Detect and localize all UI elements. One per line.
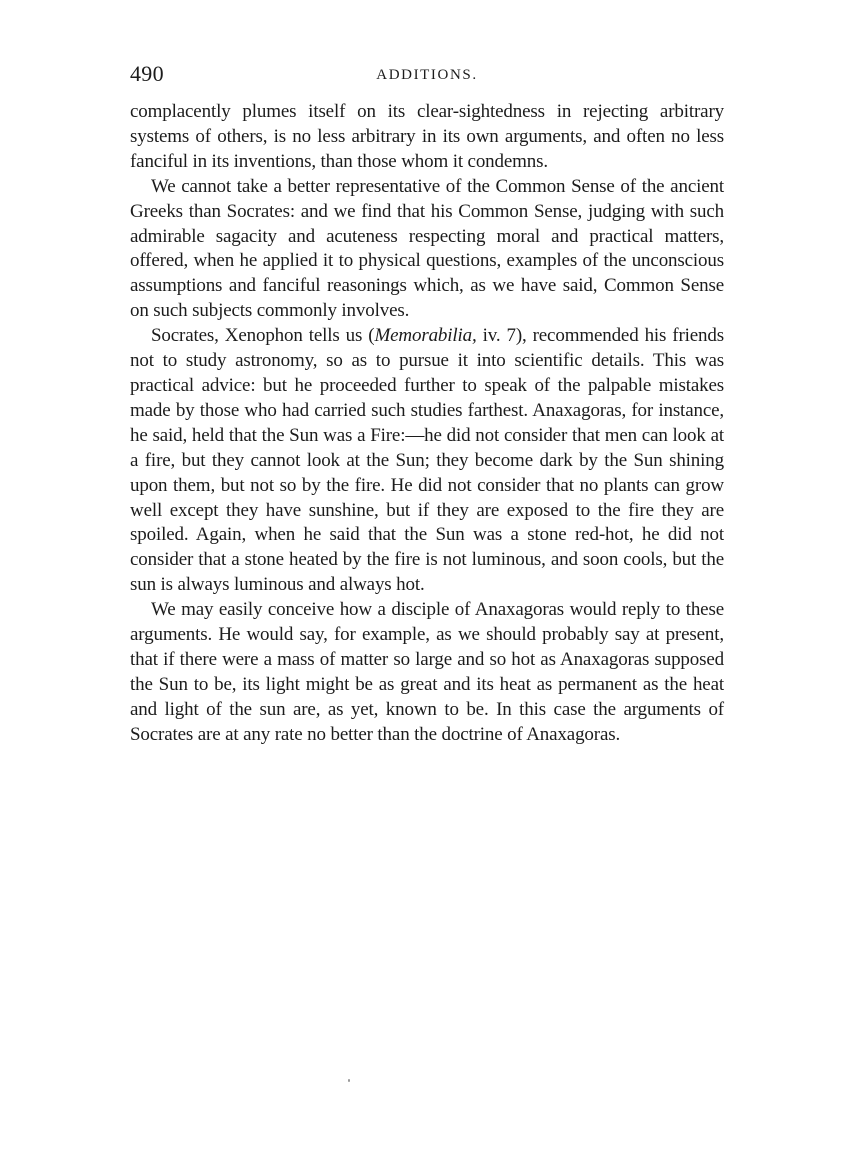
page-number: 490 <box>130 61 164 86</box>
paragraph-continuation: complacently plumes itself on its clear-sightedness in rejecting arbitrary systems of others, is no less arbitrary in its own arguments, and often no less fanciful in its inventions, than those whom it condemns. <box>130 101 724 172</box>
running-title: ADDITIONS. <box>376 67 478 83</box>
body-text <box>130 100 724 748</box>
paragraph-socrates-xenophon <box>130 324 724 598</box>
paragraph-anaxagoras-reply: We may easily conceive how a disciple of Anaxagoras would reply to these arguments. He would say, for example, as we should probably say at present, that if there were a mass of matter so large and so hot as Anaxagoras supposed the Sun to be, its light might be as great and its heat as permanent as the heat and light of the sun are, as yet, known to be. In this case the arguments of Socrates are at any rate no better than the doctrine of Anaxagoras. <box>130 599 724 745</box>
citation-memorabilia: Memorabilia, <box>374 325 477 347</box>
paragraph-socrates-intro: Socrates, Xenophon tells us ( <box>151 325 375 347</box>
paragraph-common-sense: We cannot take a better representative of the Common Sense of the ancient Greeks than Socrates: and we find that his Common Sense, judging with such admirable sagacity and acuteness respecting moral and practical matters, offered, when he applied it to physical questions, examples of the unconscious assumptions and fanciful reasonings which, as we have said, Common Sense on such subjects commonly involves. <box>130 175 724 322</box>
running-head <box>130 60 724 90</box>
paragraph-socrates-body: iv. 7), recommended his friends not to study astronomy, so as to pursue it into scientific details. This was practical advice: but he proceeded further to speak of the palpable mistakes made by those who had carried such studies farthest. Anaxagoras, for instance, he said, held that the Sun was a Fire:—he did not consider that men can look at a fire, but they cannot look at the Sun; they become dark by the Sun shining upon them, but not so by the fire. He did not consider that no plants can grow well except they have sunshine, but if they are exposed to the fire they are spoiled. Again, when he said that the Sun was a stone red-hot, he did not consider that a stone heated by the fire is not luminous, and soon cools, but the sun is always luminous and always hot. <box>130 325 725 596</box>
ink-speck <box>348 1079 350 1082</box>
